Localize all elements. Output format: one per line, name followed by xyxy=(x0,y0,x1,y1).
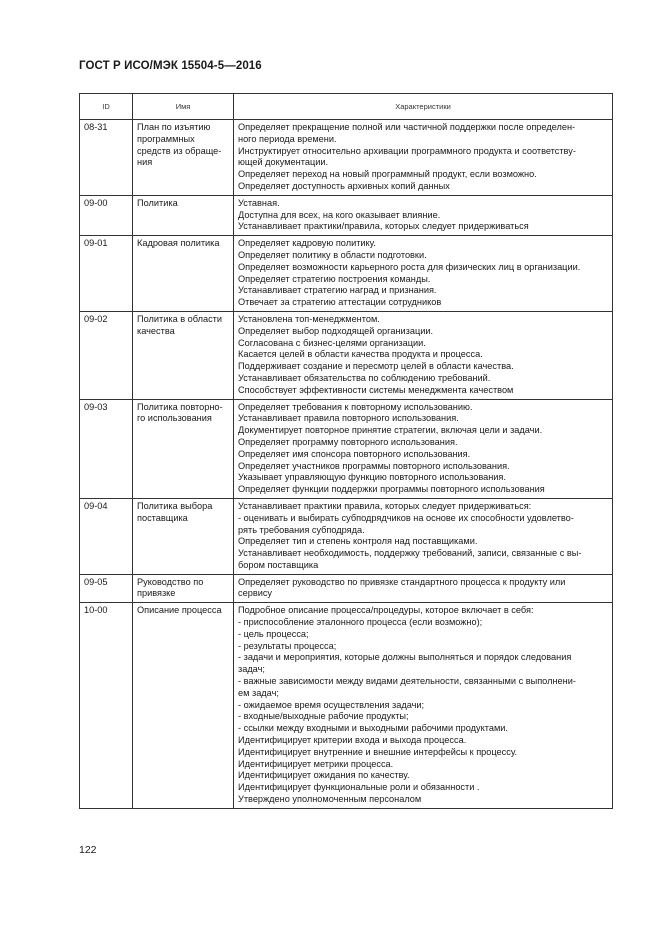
characteristic-line: Указывает управляющую функцию повторного использования. xyxy=(238,472,506,483)
table-row xyxy=(80,574,613,603)
characteristic-line: Определяет стратегию построения команды. xyxy=(238,273,431,284)
row-name-line: Политика xyxy=(137,197,178,208)
characteristic-line: Определяет тип и степень контроля над поставщиками. xyxy=(238,536,478,547)
row-id: 09-02 xyxy=(80,311,133,399)
row-name-line: Политика выбора xyxy=(137,500,213,511)
row-name xyxy=(133,574,234,603)
characteristic-line: Определяет прекращение полной или частичной поддержки после определен- xyxy=(238,122,576,132)
characteristic-line: сервису xyxy=(238,588,273,599)
characteristic-line: Отвечает за стратегию аттестации сотрудников xyxy=(238,297,442,308)
row-name-line: Руководство по xyxy=(137,576,204,587)
row-name-line: ния xyxy=(137,157,153,168)
row-characteristics xyxy=(234,195,613,235)
characteristic-line: - оценивать и выбирать субподрядчиков на основе их способности удовлетво- xyxy=(238,512,574,523)
table-row xyxy=(80,498,613,574)
row-characteristics xyxy=(234,498,613,574)
characteristic-line: Утверждено уполномоченным персоналом xyxy=(238,794,422,805)
characteristic-line: Определяет функции поддержки программы повторного использования xyxy=(238,484,545,495)
row-name xyxy=(133,603,234,809)
table-row xyxy=(80,399,613,498)
row-name xyxy=(133,195,234,235)
header-name: Имя xyxy=(133,94,234,120)
characteristic-line: Устанавливает практики/правила, которых следует придерживаться xyxy=(238,221,529,232)
row-name-line: программных xyxy=(137,133,195,144)
characteristic-line: - ожидаемое время осуществления задачи; xyxy=(238,699,425,710)
row-name xyxy=(133,236,234,312)
row-name-line: го использования xyxy=(137,413,212,424)
row-name-line: качества xyxy=(137,325,175,336)
row-id: 09-03 xyxy=(80,399,133,498)
characteristic-line: Касается целей в области качества продукта и процесса. xyxy=(238,349,483,360)
characteristic-line: - приспособление эталонного процесса (если возможно); xyxy=(238,617,483,628)
characteristic-line: Определяет программу повторного использования. xyxy=(238,436,458,447)
row-id: 09-05 xyxy=(80,574,133,603)
row-name xyxy=(133,498,234,574)
characteristic-line: Поддерживает создание и пересмотр целей в области качества. xyxy=(238,361,514,372)
characteristic-line: Определяет доступность архивных копий данных xyxy=(238,180,450,191)
characteristic-line: Определяет руководство по привязке стандартного процесса к продукту или xyxy=(238,576,566,587)
characteristic-line: - ссылки между входными и выходными рабочими продуктами. xyxy=(238,723,508,734)
row-name-line: Политика в области xyxy=(137,313,223,324)
table-row xyxy=(80,120,613,196)
characteristic-line: - важные зависимости между видами деятельности, связанными с выполнени- xyxy=(238,676,576,687)
characteristic-line: Согласована с бизнес-целями организации. xyxy=(238,337,426,348)
characteristic-line: Определяет участников программы повторного использования. xyxy=(238,460,510,471)
header-characteristics: Характеристики xyxy=(234,94,613,120)
characteristic-line: Способствует эффективности системы менеджмента качеством xyxy=(238,384,514,395)
characteristic-line: - результаты процесса; xyxy=(238,640,337,651)
characteristic-line: ного периода времени. xyxy=(238,133,337,144)
row-name xyxy=(133,311,234,399)
row-characteristics xyxy=(234,603,613,809)
table-row xyxy=(80,603,613,809)
row-name xyxy=(133,399,234,498)
characteristic-line: Определяет кадровую политику. xyxy=(238,238,376,249)
characteristic-line: Определяет переход на новый программный продукт, если возможно. xyxy=(238,169,537,180)
characteristic-line: бором поставщика xyxy=(238,559,319,570)
document-title: ГОСТ Р ИСО/МЭК 15504-5—2016 xyxy=(79,60,262,72)
row-id: 08-31 xyxy=(80,120,133,196)
characteristic-line: - входные/выходные рабочие продукты; xyxy=(238,711,409,722)
page-number: 122 xyxy=(79,844,97,856)
characteristic-line: Устанавливает необходимость, поддержку требований, записи, связанные с вы- xyxy=(238,548,582,559)
row-name-line: Описание процесса xyxy=(137,605,222,616)
characteristic-line: рять требования субподряда. xyxy=(238,524,365,535)
characteristic-line: задач; xyxy=(238,664,265,675)
characteristic-line: Идентифицирует ожидания по качеству. xyxy=(238,770,410,781)
characteristics-table xyxy=(79,93,613,809)
characteristic-line: Документирует повторное принятие стратегии, включая цели и задачи. xyxy=(238,425,543,436)
row-characteristics xyxy=(234,399,613,498)
row-characteristics xyxy=(234,574,613,603)
characteristic-line: Идентифицирует функциональные роли и обязанности . xyxy=(238,782,480,793)
row-id: 09-01 xyxy=(80,236,133,312)
characteristic-line: Определяет требования к повторному использованию. xyxy=(238,401,473,412)
characteristic-line: Устанавливает обязательства по соблюдению требований. xyxy=(238,372,491,383)
characteristic-line: Определяет имя спонсора повторного использования. xyxy=(238,448,471,459)
characteristic-line: Инструктирует относительно архивации программного продукта и соответству- xyxy=(238,145,576,156)
row-id: 09-04 xyxy=(80,498,133,574)
row-name-line: привязке xyxy=(137,588,176,599)
characteristic-line: Определяет политику в области подготовки. xyxy=(238,249,427,260)
characteristic-line: Идентифицирует критерии входа и выхода процесса. xyxy=(238,735,467,746)
characteristic-line: Устанавливает стратегию наград и признания. xyxy=(238,285,437,296)
table-row xyxy=(80,236,613,312)
characteristic-line: Идентифицирует метрики процесса. xyxy=(238,758,394,769)
table-row xyxy=(80,195,613,235)
characteristic-line: Определяет выбор подходящей организации. xyxy=(238,325,434,336)
table-header-row xyxy=(80,94,613,120)
characteristic-line: Установлена топ-менеджментом. xyxy=(238,313,380,324)
characteristic-line: Подробное описание процесса/процедуры, которое включает в себя: xyxy=(238,605,534,616)
characteristic-line: Уставная. xyxy=(238,197,280,208)
characteristic-line: Доступна для всех, на кого оказывает влияние. xyxy=(238,209,441,220)
row-characteristics xyxy=(234,236,613,312)
characteristic-line: - задачи и мероприятия, которые должны выполняться и порядок следования xyxy=(238,652,572,663)
row-name-line: Политика повторно- xyxy=(137,401,223,412)
row-name xyxy=(133,120,234,196)
row-name-line: Кадровая политика xyxy=(137,238,220,249)
characteristic-line: ем задач; xyxy=(238,687,279,698)
table-row xyxy=(80,311,613,399)
row-name-line: поставщика xyxy=(137,512,188,523)
row-characteristics xyxy=(234,120,613,196)
characteristic-line: Определяет возможности карьерного роста для физических лиц в организации. xyxy=(238,261,581,272)
row-characteristics xyxy=(234,311,613,399)
row-name-line: План по изъятию xyxy=(137,122,211,132)
characteristic-line: - цель процесса; xyxy=(238,628,309,639)
characteristic-line: Идентифицирует внутренние и внешние интерфейсы к процессу. xyxy=(238,746,518,757)
characteristic-line: Устанавливает правила повторного использования. xyxy=(238,413,459,424)
row-id: 09-00 xyxy=(80,195,133,235)
header-id: ID xyxy=(80,94,133,120)
characteristic-line: Устанавливает практики правила, которых следует придерживаться: xyxy=(238,500,532,511)
characteristic-line: ющей документации. xyxy=(238,157,329,168)
row-id: 10-00 xyxy=(80,603,133,809)
row-name-line: средств из обраще- xyxy=(137,145,222,156)
